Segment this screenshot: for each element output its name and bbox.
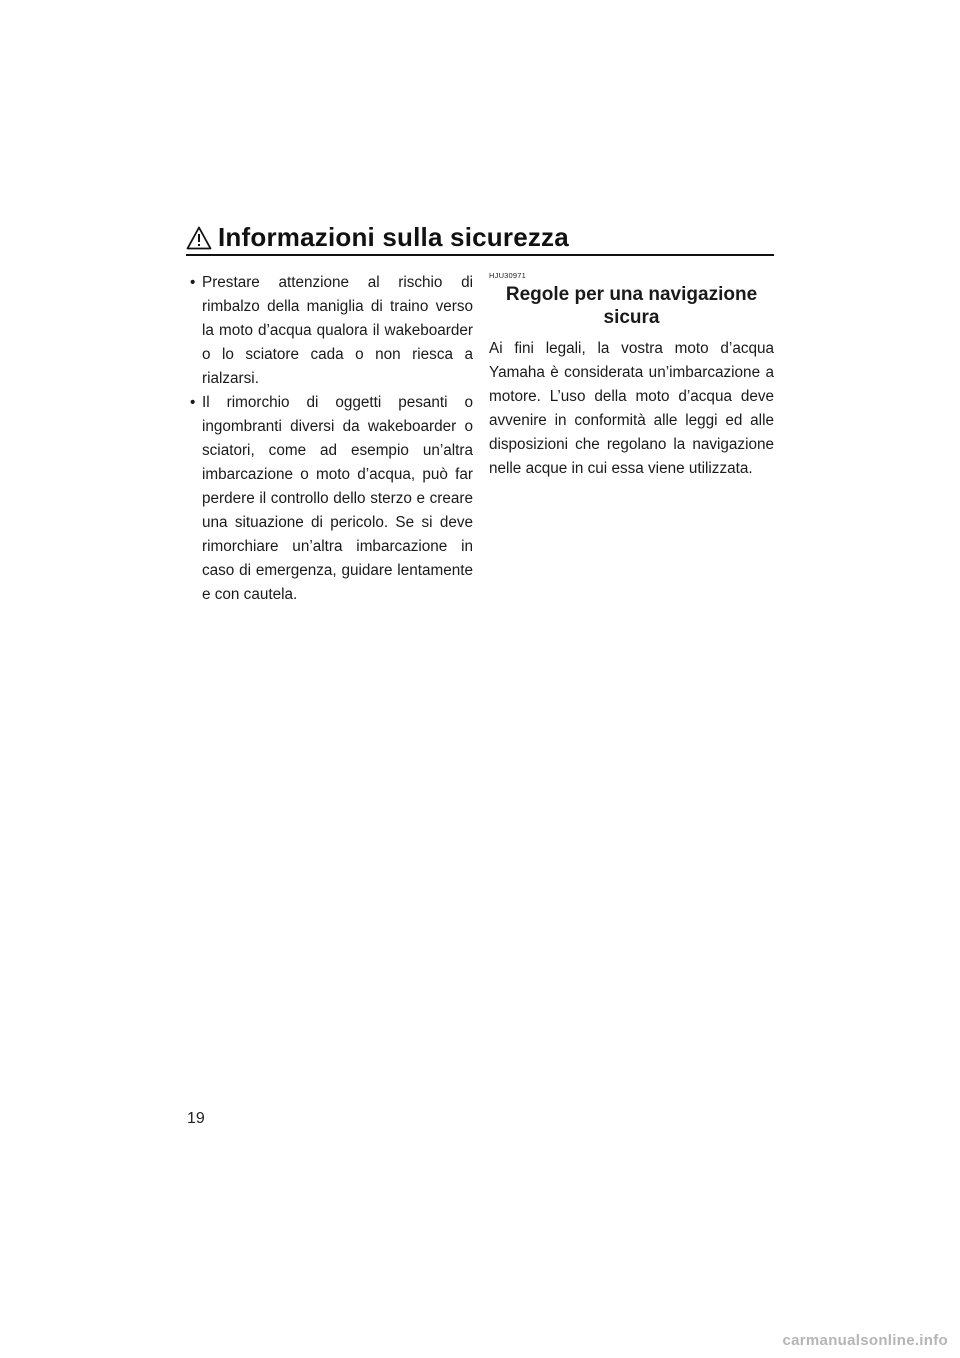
right-column	[489, 271, 774, 481]
section-title: Regole per una navigazione sicura	[505, 284, 758, 328]
header-divider	[186, 254, 774, 256]
bullet-text: Prestare attenzione al rischio di rimbalzo della maniglia di traino verso la moto d’acqua qualora il wakeboarder o lo sciatore cada o non riesca a rialzarsi.	[202, 274, 473, 387]
left-column	[186, 271, 473, 607]
bullet-dot: •	[190, 274, 196, 291]
page-title: Informazioni sulla sicurezza	[218, 222, 569, 252]
section-code: HJU30971	[489, 271, 527, 280]
section-paragraph: Ai fini legali, la vostra moto d’acqua Yamaha è considerata un’imbarcazione a motore. L’uso della moto d’acqua deve avvenire in conformità alle leggi ed alle disposizioni che regolano la navigazione nelle acque in cui essa viene utilizzata.	[489, 340, 774, 477]
bullet-dot: •	[190, 394, 196, 411]
page-number: 19	[187, 1110, 205, 1127]
bullet-text: Il rimorchio di oggetti pesanti o ingombranti diversi da wakeboarder o sciatori, come ad esempio un’altra imbarcazione o moto d’acqua, può far perdere il controllo dello sterzo e creare una situazione di pericolo. Se si deve rimorchiare un’altra imbarcazione in caso di emergenza, guidare lentamente e con cautela.	[202, 394, 473, 603]
bullet-item	[186, 391, 473, 607]
bullet-item	[186, 271, 473, 391]
warning-triangle-icon	[186, 226, 212, 250]
watermark: carmanualsonline.info	[782, 1332, 948, 1349]
page-header	[186, 224, 774, 256]
